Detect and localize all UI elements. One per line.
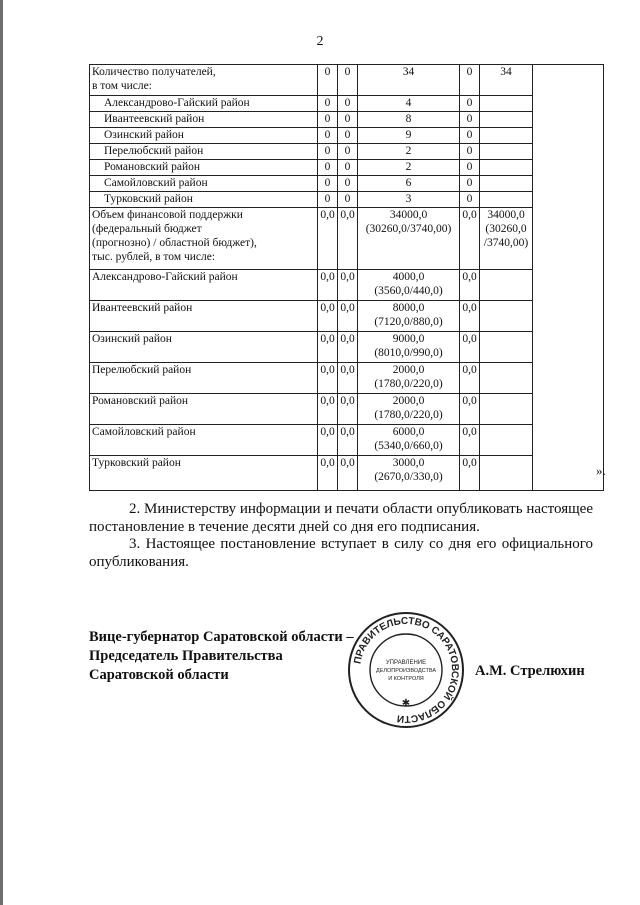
value-cell: 0 bbox=[460, 176, 480, 192]
value-cell: 2 bbox=[358, 144, 460, 160]
paragraph-3: 3. Настоящее постановление вступает в силу со дня его официального опубликования. bbox=[89, 536, 593, 570]
stamp-ring-text: ПРАВИТЕЛЬСТВО САРАТОВСКОЙ ОБЛАСТИ bbox=[352, 615, 461, 725]
value-cell bbox=[480, 96, 533, 112]
table-row bbox=[90, 65, 604, 96]
value-cell: 0,0 bbox=[460, 208, 480, 270]
row-label-cell: Озинский район bbox=[90, 128, 318, 144]
row-label-cell: Озинский район bbox=[90, 332, 318, 363]
value-cell: 0,0 bbox=[460, 456, 480, 491]
stamp-center-line: И КОНТРОЛЯ bbox=[388, 676, 424, 682]
value-cell bbox=[480, 394, 533, 425]
table-row bbox=[90, 208, 604, 270]
signer-title-line-1: Вице-губернатор Саратовской области – bbox=[89, 629, 354, 645]
value-cell: 0,0 bbox=[338, 394, 358, 425]
table-row bbox=[90, 112, 604, 128]
table-row bbox=[90, 176, 604, 192]
value-cell: 0 bbox=[338, 112, 358, 128]
value-cell: 8 bbox=[358, 112, 460, 128]
value-cell bbox=[480, 112, 533, 128]
row-label-cell: Романовский район bbox=[90, 160, 318, 176]
signer-title-line-2: Председатель Правительства bbox=[89, 648, 283, 664]
value-cell: 0,0 bbox=[318, 425, 338, 456]
value-cell: 0,0 bbox=[460, 425, 480, 456]
value-cell bbox=[480, 425, 533, 456]
value-cell: 2000,0 (1780,0/220,0) bbox=[358, 394, 460, 425]
value-cell: 0 bbox=[318, 192, 338, 208]
table-row bbox=[90, 332, 604, 363]
table-row bbox=[90, 96, 604, 112]
value-cell: 0 bbox=[318, 128, 338, 144]
row-label-cell: Количество получателей, в том числе: bbox=[90, 65, 318, 96]
value-cell: 2000,0 (1780,0/220,0) bbox=[358, 363, 460, 394]
row-label-cell: Самойловский район bbox=[90, 176, 318, 192]
value-cell: 0,0 bbox=[338, 332, 358, 363]
page-number: 2 bbox=[316, 34, 324, 49]
value-cell: 0 bbox=[460, 112, 480, 128]
value-cell: 9000,0 (8010,0/990,0) bbox=[358, 332, 460, 363]
value-cell bbox=[480, 363, 533, 394]
value-cell: 0 bbox=[460, 160, 480, 176]
table-row bbox=[90, 128, 604, 144]
paragraph-2: 2. Министерству информации и печати области опубликовать настоящее постановление в течение десяти дней со дня его подписания. bbox=[89, 501, 593, 535]
row-label-cell: Самойловский район bbox=[90, 425, 318, 456]
value-cell: 0 bbox=[460, 65, 480, 96]
value-cell: 6000,0 (5340,0/660,0) bbox=[358, 425, 460, 456]
value-cell bbox=[480, 332, 533, 363]
value-cell: 0 bbox=[338, 65, 358, 96]
value-cell: 0 bbox=[338, 160, 358, 176]
value-cell: 3 bbox=[358, 192, 460, 208]
value-cell: 6 bbox=[358, 176, 460, 192]
value-cell: 4 bbox=[358, 96, 460, 112]
value-cell: 0,0 bbox=[318, 456, 338, 491]
value-cell: 0 bbox=[318, 65, 338, 96]
value-cell: 0,0 bbox=[460, 270, 480, 301]
row-label-cell: Объем финансовой поддержки (федеральный бюджет (прогнозно) / областной бюджет), тыс. рублей, в том числе: bbox=[90, 208, 318, 270]
value-cell: 0,0 bbox=[318, 332, 338, 363]
table-row bbox=[90, 144, 604, 160]
closing-quote-mark: ». bbox=[596, 463, 606, 478]
value-cell: 0 bbox=[318, 112, 338, 128]
value-cell: 3000,0 (2670,0/330,0) bbox=[358, 456, 460, 491]
row-label-cell: Романовский район bbox=[90, 394, 318, 425]
value-cell: 0,0 bbox=[318, 301, 338, 332]
value-cell: 0,0 bbox=[460, 363, 480, 394]
value-cell: 0,0 bbox=[338, 363, 358, 394]
table-row bbox=[90, 192, 604, 208]
value-cell: 0 bbox=[318, 96, 338, 112]
table-row bbox=[90, 270, 604, 301]
table-row bbox=[90, 160, 604, 176]
value-cell: 0,0 bbox=[338, 270, 358, 301]
value-cell: 0,0 bbox=[338, 301, 358, 332]
table-row bbox=[90, 425, 604, 456]
row-label-cell: Ивантеевский район bbox=[90, 301, 318, 332]
value-cell: 0,0 bbox=[338, 208, 358, 270]
row-label-cell: Александрово-Гайский район bbox=[90, 270, 318, 301]
table-row bbox=[90, 456, 604, 491]
value-cell bbox=[480, 128, 533, 144]
value-cell bbox=[480, 176, 533, 192]
value-cell bbox=[480, 144, 533, 160]
value-cell bbox=[480, 192, 533, 208]
value-cell: 0 bbox=[318, 144, 338, 160]
official-stamp bbox=[346, 610, 466, 730]
table-row bbox=[90, 301, 604, 332]
value-cell: 0,0 bbox=[460, 301, 480, 332]
signer-name: А.М. Стрелюхин bbox=[475, 663, 585, 679]
signer-title-line-3: Саратовской области bbox=[89, 667, 229, 683]
value-cell bbox=[480, 301, 533, 332]
row-label-cell: Ивантеевский район bbox=[90, 112, 318, 128]
value-cell: 0 bbox=[338, 96, 358, 112]
value-cell: 4000,0 (3560,0/440,0) bbox=[358, 270, 460, 301]
value-cell: 0 bbox=[318, 176, 338, 192]
value-cell: 0 bbox=[460, 128, 480, 144]
scan-edge bbox=[0, 0, 3, 905]
value-cell: 0 bbox=[338, 128, 358, 144]
value-cell: 0,0 bbox=[318, 394, 338, 425]
table-row bbox=[90, 363, 604, 394]
value-cell bbox=[480, 270, 533, 301]
row-label-cell: Александрово-Гайский район bbox=[90, 96, 318, 112]
value-cell: 0 bbox=[318, 160, 338, 176]
value-cell: 8000,0 (7120,0/880,0) bbox=[358, 301, 460, 332]
value-cell: 2 bbox=[358, 160, 460, 176]
signature-block bbox=[89, 628, 354, 685]
row-label-cell: Турковский район bbox=[90, 456, 318, 491]
value-cell: 34 bbox=[358, 65, 460, 96]
value-cell: 0 bbox=[460, 144, 480, 160]
value-cell: 0,0 bbox=[318, 363, 338, 394]
value-cell bbox=[480, 160, 533, 176]
value-cell bbox=[533, 65, 604, 491]
value-cell: 0,0 bbox=[318, 270, 338, 301]
value-cell: 0 bbox=[338, 144, 358, 160]
row-label-cell: Перелюбский район bbox=[90, 363, 318, 394]
table-row bbox=[90, 394, 604, 425]
value-cell: 34 bbox=[480, 65, 533, 96]
value-cell: 0 bbox=[338, 192, 358, 208]
row-label-cell: Турковский район bbox=[90, 192, 318, 208]
value-cell: 9 bbox=[358, 128, 460, 144]
value-cell: 0 bbox=[338, 176, 358, 192]
value-cell: 0,0 bbox=[338, 456, 358, 491]
value-cell: 0,0 bbox=[338, 425, 358, 456]
stamp-center-line: ДЕЛОПРОИЗВОДСТВА bbox=[375, 668, 437, 674]
stamp-center-line: УПРАВЛЕНИЕ bbox=[385, 660, 427, 666]
value-cell: 0,0 bbox=[460, 394, 480, 425]
value-cell: 0,0 bbox=[318, 208, 338, 270]
value-cell: 34000,0 (30260,0 /3740,00) bbox=[480, 208, 533, 270]
value-cell: 34000,0 (30260,0/3740,00) bbox=[358, 208, 460, 270]
value-cell: 0 bbox=[460, 96, 480, 112]
row-label-cell: Перелюбский район bbox=[90, 144, 318, 160]
value-cell: 0 bbox=[460, 192, 480, 208]
value-cell bbox=[480, 456, 533, 491]
stamp-star-icon: ✱ bbox=[401, 698, 411, 709]
support-table bbox=[89, 64, 604, 491]
value-cell: 0,0 bbox=[460, 332, 480, 363]
